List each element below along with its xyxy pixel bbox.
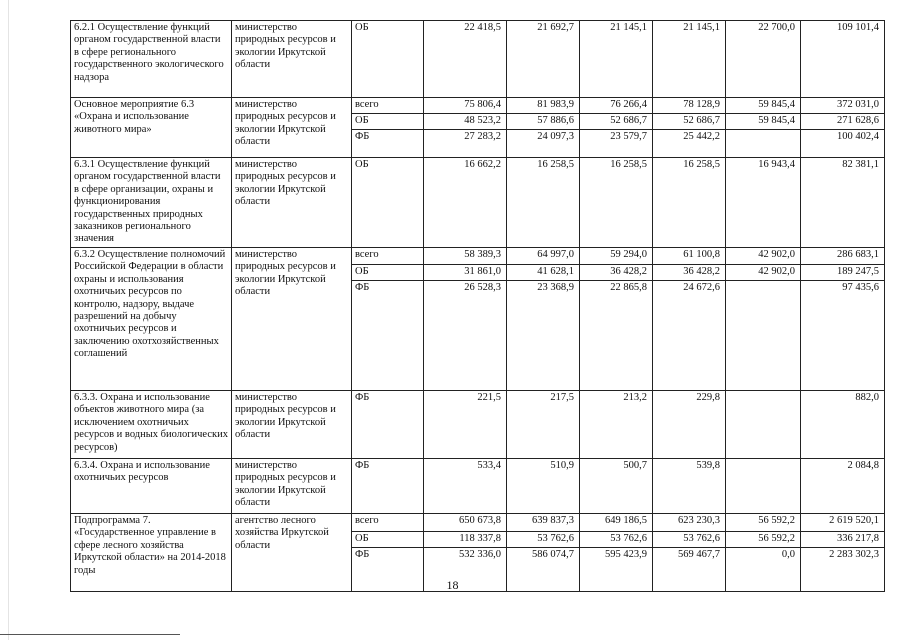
- executor-cell: министерство природных ресурсов и экологии Иркутской области: [232, 391, 352, 459]
- total-cell: 372 031,0: [801, 98, 885, 114]
- total-cell: 2 283 302,3: [801, 548, 885, 592]
- value-cell: 52 686,7: [653, 114, 726, 130]
- table-row: [71, 459, 885, 514]
- total-cell: 97 435,6: [801, 281, 885, 391]
- total-cell: 109 101,4: [801, 21, 885, 98]
- value-cell: 649 186,5: [580, 514, 653, 532]
- value-cell: [726, 281, 801, 391]
- executor-cell: агентство лесного хозяйства Иркутской области: [232, 514, 352, 592]
- value-cell: 510,9: [507, 459, 580, 514]
- value-cell: 52 686,7: [580, 114, 653, 130]
- value-cell: [726, 391, 801, 459]
- value-cell: 76 266,4: [580, 98, 653, 114]
- value-cell: 16 258,5: [507, 158, 580, 248]
- activity-cell: 6.2.1 Осуществление функций органом государственной власти в сфере регионального государственного экологического надзора: [71, 21, 232, 98]
- value-cell: 0,0: [726, 548, 801, 592]
- value-cell: 41 628,1: [507, 265, 580, 281]
- value-cell: 64 997,0: [507, 248, 580, 265]
- value-cell: 26 528,3: [424, 281, 507, 391]
- value-cell: 53 762,6: [580, 532, 653, 548]
- value-cell: 16 662,2: [424, 158, 507, 248]
- table-row: [71, 514, 885, 532]
- value-cell: 21 145,1: [580, 21, 653, 98]
- value-cell: 53 762,6: [507, 532, 580, 548]
- total-cell: 882,0: [801, 391, 885, 459]
- value-cell: 24 672,6: [653, 281, 726, 391]
- value-cell: 595 423,9: [580, 548, 653, 592]
- executor-cell: министерство природных ресурсов и экологии Иркутской области: [232, 158, 352, 248]
- table-row: [71, 98, 885, 114]
- value-cell: 59 294,0: [580, 248, 653, 265]
- value-cell: 53 762,6: [653, 532, 726, 548]
- value-cell: 533,4: [424, 459, 507, 514]
- funding-source-cell: ОБ: [352, 114, 424, 130]
- funding-source-cell: всего: [352, 98, 424, 114]
- total-cell: 286 683,1: [801, 248, 885, 265]
- activity-cell: Подпрограмма 7. «Государственное управление в сфере лесного хозяйства Иркутской области» на 2014-2018 годы: [71, 514, 232, 592]
- value-cell: 36 428,2: [653, 265, 726, 281]
- value-cell: 31 861,0: [424, 265, 507, 281]
- value-cell: 75 806,4: [424, 98, 507, 114]
- budget-table: [70, 20, 885, 592]
- value-cell: 58 389,3: [424, 248, 507, 265]
- value-cell: [726, 130, 801, 158]
- value-cell: 42 902,0: [726, 248, 801, 265]
- value-cell: 229,8: [653, 391, 726, 459]
- table-row: [71, 158, 885, 248]
- value-cell: 623 230,3: [653, 514, 726, 532]
- funding-source-cell: ФБ: [352, 281, 424, 391]
- value-cell: 61 100,8: [653, 248, 726, 265]
- funding-source-cell: ОБ: [352, 158, 424, 248]
- scan-edge: [8, 0, 9, 640]
- table-row: [71, 21, 885, 98]
- value-cell: 586 074,7: [507, 548, 580, 592]
- value-cell: 23 579,7: [580, 130, 653, 158]
- value-cell: 639 837,3: [507, 514, 580, 532]
- value-cell: 21 692,7: [507, 21, 580, 98]
- value-cell: 22 700,0: [726, 21, 801, 98]
- value-cell: 650 673,8: [424, 514, 507, 532]
- funding-source-cell: ФБ: [352, 391, 424, 459]
- value-cell: 56 592,2: [726, 532, 801, 548]
- table-body: [71, 21, 885, 592]
- value-cell: 27 283,2: [424, 130, 507, 158]
- total-cell: 336 217,8: [801, 532, 885, 548]
- total-cell: 2 084,8: [801, 459, 885, 514]
- value-cell: 24 097,3: [507, 130, 580, 158]
- funding-source-cell: ФБ: [352, 548, 424, 592]
- value-cell: 22 865,8: [580, 281, 653, 391]
- activity-cell: 6.3.4. Охрана и использование охотничьих ресурсов: [71, 459, 232, 514]
- value-cell: 59 845,4: [726, 98, 801, 114]
- value-cell: 539,8: [653, 459, 726, 514]
- bottom-divider: [0, 634, 180, 635]
- value-cell: 500,7: [580, 459, 653, 514]
- value-cell: 48 523,2: [424, 114, 507, 130]
- value-cell: 56 592,2: [726, 514, 801, 532]
- value-cell: 213,2: [580, 391, 653, 459]
- total-cell: 271 628,6: [801, 114, 885, 130]
- value-cell: 21 145,1: [653, 21, 726, 98]
- value-cell: 81 983,9: [507, 98, 580, 114]
- value-cell: 42 902,0: [726, 265, 801, 281]
- table-row: [71, 391, 885, 459]
- value-cell: 57 886,6: [507, 114, 580, 130]
- funding-source-cell: ОБ: [352, 532, 424, 548]
- value-cell: 36 428,2: [580, 265, 653, 281]
- value-cell: 16 258,5: [580, 158, 653, 248]
- total-cell: 82 381,1: [801, 158, 885, 248]
- page-number: 18: [446, 578, 459, 592]
- total-cell: 189 247,5: [801, 265, 885, 281]
- activity-cell: Основное мероприятие 6.3 «Охрана и использование животного мира»: [71, 98, 232, 158]
- value-cell: 217,5: [507, 391, 580, 459]
- total-cell: 100 402,4: [801, 130, 885, 158]
- activity-cell: 6.3.2 Осуществление полномочий Российской Федерации в области охраны и использования охотничьих ресурсов по контролю, надзору, выдаче разрешений на добычу охотничьих ресурсов и заключению охотхозяйственных соглашений: [71, 248, 232, 391]
- executor-cell: министерство природных ресурсов и экологии Иркутской области: [232, 21, 352, 98]
- value-cell: 22 418,5: [424, 21, 507, 98]
- table-row: [71, 248, 885, 265]
- value-cell: 221,5: [424, 391, 507, 459]
- value-cell: 16 258,5: [653, 158, 726, 248]
- activity-cell: 6.3.1 Осуществление функций органом государственной власти в сфере организации, охраны и функционирования государственных природных заказников регионального значения: [71, 158, 232, 248]
- executor-cell: министерство природных ресурсов и экологии Иркутской области: [232, 98, 352, 158]
- value-cell: 532 336,0: [424, 548, 507, 592]
- value-cell: 23 368,9: [507, 281, 580, 391]
- value-cell: 118 337,8: [424, 532, 507, 548]
- funding-source-cell: ОБ: [352, 21, 424, 98]
- value-cell: 25 442,2: [653, 130, 726, 158]
- executor-cell: министерство природных ресурсов и экологии Иркутской области: [232, 459, 352, 514]
- funding-source-cell: ОБ: [352, 265, 424, 281]
- value-cell: 16 943,4: [726, 158, 801, 248]
- funding-source-cell: ФБ: [352, 130, 424, 158]
- funding-source-cell: ФБ: [352, 459, 424, 514]
- funding-source-cell: всего: [352, 248, 424, 265]
- value-cell: 569 467,7: [653, 548, 726, 592]
- activity-cell: 6.3.3. Охрана и использование объектов животного мира (за исключением охотничьих ресурсов и водных биологических ресурсов): [71, 391, 232, 459]
- value-cell: 59 845,4: [726, 114, 801, 130]
- total-cell: 2 619 520,1: [801, 514, 885, 532]
- funding-source-cell: всего: [352, 514, 424, 532]
- value-cell: 78 128,9: [653, 98, 726, 114]
- executor-cell: министерство природных ресурсов и экологии Иркутской области: [232, 248, 352, 391]
- value-cell: [726, 459, 801, 514]
